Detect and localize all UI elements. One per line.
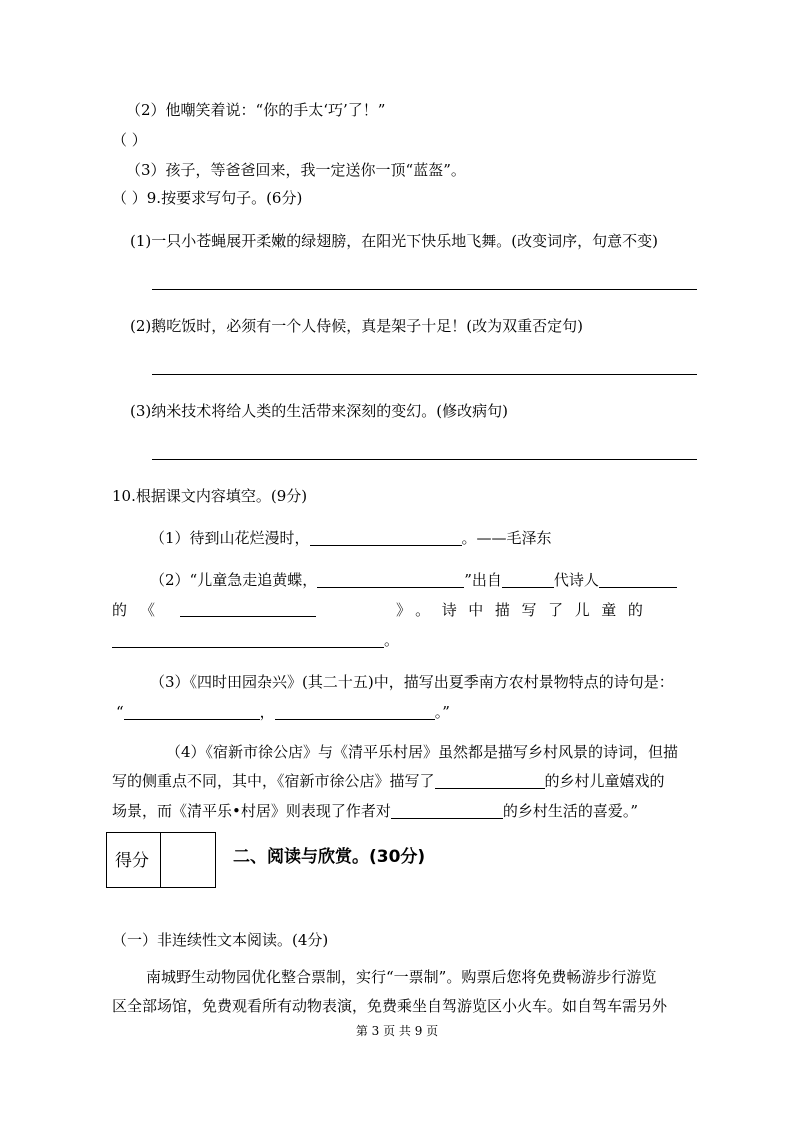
q10-item4-blank-1[interactable] (435, 772, 545, 789)
q10-item2-blank-verse[interactable] (317, 571, 464, 588)
score-box (106, 832, 216, 888)
q10-item2-line3 (112, 630, 399, 650)
section-title-reading: 二、阅读与欣赏。(30分) (233, 847, 426, 867)
q10-item2-open-bracket: 《 (140, 601, 156, 619)
q10-item2-from: ”出自 (464, 571, 502, 589)
q10-item2-line1 (150, 570, 677, 590)
score-label: 得分 (107, 833, 161, 887)
q10-item3-blank-1[interactable] (124, 703, 260, 720)
q10-item3-close: 。” (434, 703, 450, 721)
reading1-para-line-2: 区全部场馆，免费观看所有动物表演，免费乘坐自驾游览区小火车。如自驾车需另外 (112, 997, 668, 1015)
q8-item3: （3）孩子，等爸爸回来，我一定送你一顶“蓝盔”。 (126, 161, 466, 179)
q10-title: 10.根据课文内容填空。(9分) (112, 487, 308, 505)
q10-item2-text: （2）“儿童急走追黄蝶， (150, 571, 318, 589)
q9-sentence-3: (3)纳米技术将给人类的生活带来深刻的变幻。(修改病句) (130, 402, 508, 420)
q10-item1 (150, 528, 552, 548)
q10-item1-source: 。——毛泽东 (461, 529, 552, 547)
q10-item3-line2 (116, 702, 450, 722)
q9-title: （ ）9.按要求写句子。(6分) (112, 189, 303, 207)
q10-item2-blank-dynasty[interactable] (502, 571, 554, 588)
q10-item4-text-2: 的乡村儿童嬉戏的 (544, 772, 665, 790)
q10-item2-line2-rest: 》。诗中描写了儿童的 (396, 601, 655, 619)
q10-item4-line1: （4）《宿新市徐公店》与《清平乐村居》虽然都是描写乡村风景的诗词，但描 (166, 743, 679, 761)
q10-item4-text-3: 场景，而《清平乐•村居》则表现了作者对 (112, 802, 391, 820)
reading1-para-line-1: 南城野生动物园优化整合票制，实行“一票制”。购票后您将免费畅游步行游览 (146, 968, 657, 986)
reading1-heading: （一）非连续性文本阅读。(4分) (112, 931, 329, 949)
q9-answer-line-3[interactable] (152, 459, 697, 460)
score-entry-cell[interactable] (161, 833, 215, 887)
q9-sentence-1: (1)一只小苍蝇展开柔嫩的绿翅膀，在阳光下快乐地飞舞。(改变词序，句意不变) (130, 232, 658, 250)
q8-item2: （2）他嘲笑着说：“你的手太‘巧’了！” (126, 101, 386, 119)
q10-item2-blank-description[interactable] (112, 631, 384, 648)
q9-sentence-2: (2)鹅吃饭时，必须有一个人侍候，真是架子十足！(改为双重否定句) (130, 317, 583, 335)
q10-item2-poet-label: 代诗人 (553, 571, 599, 589)
q10-item1-text: （1）待到山花烂漫时， (150, 529, 310, 547)
q10-item2-period: 。 (384, 631, 400, 649)
q10-item4-blank-2[interactable] (391, 802, 503, 819)
page-footer: 第 3 页 共 9 页 (355, 1024, 439, 1038)
q10-item4-line3 (112, 801, 638, 821)
q10-item2-de: 的 (112, 601, 128, 619)
q9-answer-line-1[interactable] (152, 289, 697, 290)
q10-item3-comma: ， (259, 703, 275, 721)
q10-item2-blank-poet[interactable] (599, 571, 677, 588)
q10-item4-line2 (112, 771, 665, 791)
q10-item3-open-quote: “ (116, 703, 124, 721)
q10-item4-text-4: 的乡村生活的喜爱。” (502, 802, 639, 820)
q10-item3-blank-2[interactable] (275, 703, 435, 720)
q10-item4-text-1: 写的侧重点不同，其中，《宿新市徐公店》描写了 (112, 772, 435, 790)
q10-item2-blank-title[interactable] (180, 616, 316, 617)
q10-item3-line1: （3）《四时田园杂兴》(其二十五)中，描写出夏季南方农村景物特点的诗句是： (150, 673, 674, 691)
q9-answer-line-2[interactable] (152, 374, 697, 375)
q8-answer-paren-1: （ ） (112, 131, 147, 149)
q10-item1-blank[interactable] (310, 529, 462, 546)
